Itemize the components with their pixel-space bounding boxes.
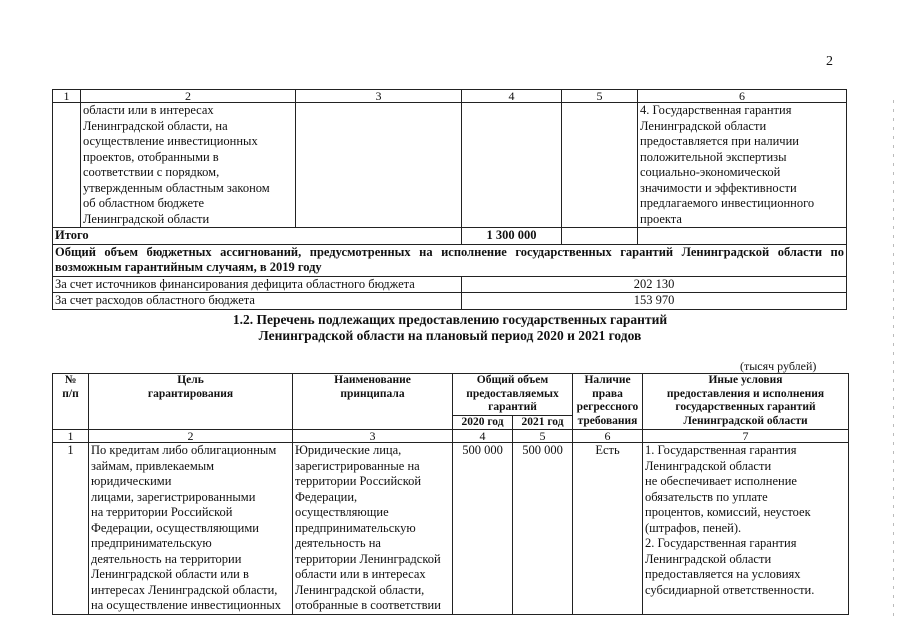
col-number: 5 [513, 430, 573, 443]
goal-cell: области или в интересах Ленинградской области, на осуществление инвестиционных проектов, отобранными в соответствии с порядком, утвержденным областным законом об областном бюджете Ленинградской области [81, 103, 296, 228]
guarantees-2020-2021-table [52, 373, 849, 615]
summary-heading-row [53, 244, 847, 276]
col-number: 7 [643, 430, 849, 443]
col-number: 3 [296, 90, 462, 103]
header-regress: Наличие права регрессного требования [573, 374, 643, 430]
total-label: Итого [53, 228, 462, 245]
col-number: 4 [462, 90, 562, 103]
summary-label: За счет источников финансирования дефицита областного бюджета [53, 276, 462, 293]
unit-note: (тысяч рублей) [740, 359, 817, 373]
col-number: 4 [453, 430, 513, 443]
column-numbers-row [53, 430, 849, 443]
row-number: 1 [53, 443, 89, 615]
regress-cell: Есть [573, 443, 643, 615]
col-number: 6 [638, 90, 847, 103]
volume-2021-cell: 500 000 [513, 443, 573, 615]
col-number: 3 [293, 430, 453, 443]
summary-label: За счет расходов областного бюджета [53, 293, 462, 310]
summary-row [53, 276, 847, 293]
summary-value: 202 130 [462, 276, 847, 293]
column-numbers-row [53, 90, 847, 103]
total-row [53, 228, 847, 245]
col-number: 1 [53, 90, 81, 103]
total-value: 1 300 000 [462, 228, 562, 245]
header-volume: Общий объем предоставляемых гарантий [453, 374, 573, 416]
table-cell [462, 103, 562, 228]
col-number: 2 [89, 430, 293, 443]
summary-row [53, 293, 847, 310]
goal-cell: По кредитам либо облигационным займам, привлекаемым юридическими лицами, зарегистрированными на территории Российской Федерации, осуществляющими предпринимательскую деятельность на территории Ленинградской области или в интересах Ленинградской области, на осуществление инвестиционных [89, 443, 293, 615]
table-cell [296, 103, 462, 228]
header-principal: Наименование принципала [293, 374, 453, 430]
summary-value: 153 970 [462, 293, 847, 310]
header-year-2021: 2021 год [513, 415, 573, 430]
header-other: Иные условия предоставления и исполнения государственных гарантий Ленинградской области [643, 374, 849, 430]
page-number: 2 [826, 54, 833, 69]
conditions-cell: 1. Государственная гарантия Ленинградской области не обеспечивает исполнение обязательств по уплате процентов, комиссий, неустоек (штрафов, пеней). 2. Государственная гарантия Ленинградской области предоставляется на условиях субсидиарной ответственности. [643, 443, 849, 615]
volume-2020-cell: 500 000 [453, 443, 513, 615]
table-row [53, 443, 849, 615]
header-row [53, 374, 849, 416]
col-number: 5 [562, 90, 638, 103]
guarantees-2019-table [52, 89, 847, 310]
conditions-cell: 4. Государственная гарантия Ленинградской области предоставляется при наличии положительной экспертизы социально-экономической значимости и эффективности предлагаемого инвестиционного проекта [638, 103, 847, 228]
summary-heading: Общий объем бюджетных ассигнований, предусмотренных на исполнение государственных гарантий Ленинградской области по возможным гарантийным случаям, в 2019 году [53, 244, 847, 276]
col-number: 1 [53, 430, 89, 443]
table-cell [562, 228, 638, 245]
table-cell [562, 103, 638, 228]
col-number: 2 [81, 90, 296, 103]
table-cell [53, 103, 81, 228]
table-row-continuation [53, 103, 847, 228]
principal-cell: Юридические лица, зарегистрированные на территории Российской Федерации, осуществляющие предпринимательскую деятельность на территории Ленинградской области или в интересах Ленинградской области, отобранные в соответствии [293, 443, 453, 615]
header-goal: Цель гарантирования [89, 374, 293, 430]
header-num: № п/п [53, 374, 89, 430]
section-title: 1.2. Перечень подлежащих предоставлению государственных гарантий Ленинградской области на плановый период 2020 и 2021 годов [232, 312, 668, 343]
col-number: 6 [573, 430, 643, 443]
scan-edge-line [893, 100, 894, 620]
header-year-2020: 2020 год [453, 415, 513, 430]
table-cell [638, 228, 847, 245]
